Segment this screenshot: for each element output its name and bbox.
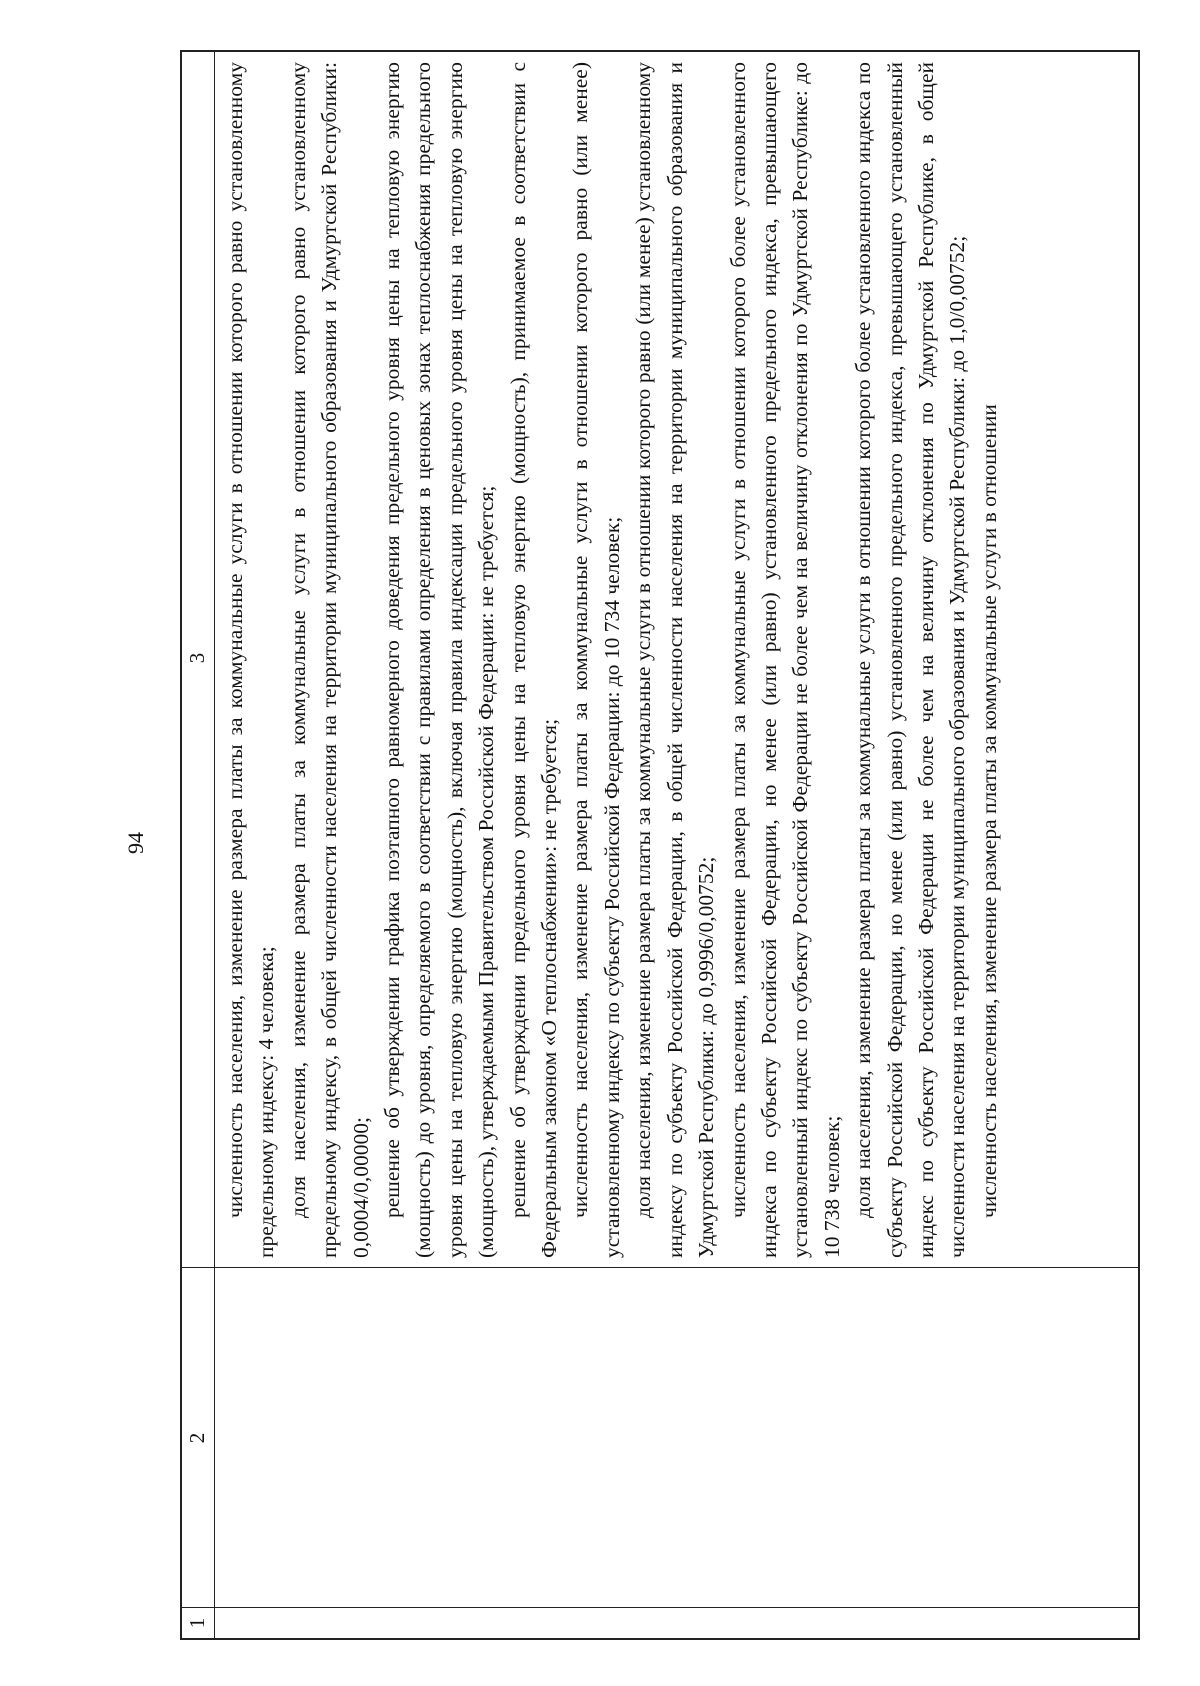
- table-header-row: [182, 52, 215, 1638]
- column-divider-2: [182, 1267, 1138, 1268]
- paragraph: доля населения, изменение размера платы за коммунальные услуги в отношении которого равно (или менее) установленному индексу по субъекту Российской Федерации, в общей численности населения на территории муниципального образования и Удмуртской Республики: до 0,9996/0,00752;: [631, 62, 719, 1258]
- paragraph: решение об утверждении графика поэтапного равномерного доведения предельного уровня цены на тепловую энергию (мощность) до уровня, определяемого в соответствии с правилами определения в ценовых зонах теплоснабжения предельного уровня цены на тепловую энергию (мощность), включая правила индексации предельного уровня цены на тепловую энергию (мощность), утверждаемыми Правительством Российской Федерации: не требуется;: [380, 62, 499, 1258]
- header-col-3: 3: [185, 652, 209, 664]
- header-col-2: 2: [185, 1432, 209, 1444]
- paragraph: доля населения, изменение размера платы за коммунальные услуги в отношении которого равно установленному предельному индексу, в общей численности населения на территории муниципального образования и Удмуртской Республики: 0,0004/0,00000;: [285, 62, 373, 1258]
- header-col-1: 1: [185, 1617, 209, 1629]
- paragraph: численность населения, изменение размера платы за коммунальные услуги в отношении которого равно (или менее) установленному индексу по субъекту Российской Федерации: до 10 734 человек;: [568, 62, 624, 1258]
- paragraph: численность населения, изменение размера платы за коммунальные услуги в отношении которого более установленного индекса по субъекту Российской Федерации, но менее (или равно) установленного предельного индекса, превышающего установленный индекс по субъекту Российской Федерации не более чем на величину отклонения по Удмуртской Республике: до 10 738 человек;: [725, 62, 844, 1258]
- paragraph: решение об утверждении предельного уровня цены на тепловую энергию (мощность), принимаемое в соответствии с Федеральным законом «О теплоснабжении»: не требуется;: [505, 62, 562, 1258]
- page-number: 94: [123, 832, 148, 854]
- paragraph: численность населения, изменение размера платы за коммунальные услуги в отношении которого равно установленному предельному индексу: 4 человека;: [223, 62, 279, 1258]
- column-divider-1: [182, 1607, 1138, 1608]
- table-cell-col-3: [220, 62, 1005, 1258]
- paragraph: численность населения, изменение размера платы за коммунальные услуги в отношении: [976, 404, 1001, 1218]
- paragraph: доля населения, изменение размера платы за коммунальные услуги в отношении которого более установленного индекса по субъекту Российской Федерации, но менее (или равно) установленного предельного индекса, превышающего установленный индекс по субъекту Российской Федерации не более чем на величину отклонения по Удмуртской Республике, в общей численности населения на территории муниципального образования и Удмуртской Республики: до 1,0/0,00752;: [851, 62, 970, 1258]
- rotated-table-wrapper: [180, 50, 1140, 1640]
- document-table: [180, 50, 1140, 1640]
